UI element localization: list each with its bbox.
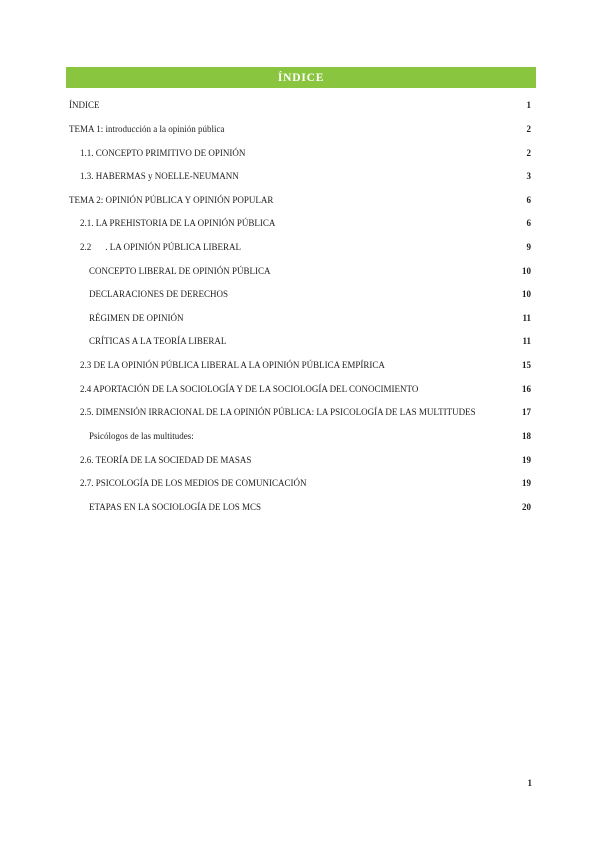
toc-entry[interactable] — [80, 405, 531, 419]
page-number: 1 — [527, 778, 532, 788]
toc-entry-title: TEMA 2: OPINIÓN PÚBLICA Y OPINIÓN POPULAR — [69, 195, 274, 205]
toc-entry-page: 3 — [526, 171, 531, 181]
index-heading: ÍNDICE — [277, 71, 325, 84]
toc-entry[interactable] — [80, 382, 531, 396]
toc-entry-title: 2.6. TEORÍA DE LA SOCIEDAD DE MASAS — [80, 455, 252, 465]
toc-entry-title: 1.3. HABERMAS y NOELLE-NEUMANN — [80, 171, 239, 181]
toc-entry[interactable] — [69, 122, 531, 136]
toc-entry-title: 2.7. PSICOLOGÍA DE LOS MEDIOS DE COMUNICACIÓN — [80, 478, 307, 488]
toc-entry-title: ÍNDICE — [69, 100, 100, 110]
toc-entry-title: DECLARACIONES DE DERECHOS — [89, 289, 229, 299]
toc-entry[interactable] — [89, 287, 531, 301]
toc-entry[interactable] — [89, 500, 531, 514]
toc-entry[interactable] — [89, 264, 531, 278]
toc-entry[interactable] — [80, 476, 531, 490]
toc-entry-page: 20 — [522, 502, 531, 512]
toc-entry[interactable] — [89, 334, 531, 348]
toc-entry-page: 6 — [526, 195, 531, 205]
toc-entry-page: 2 — [526, 124, 531, 134]
toc-entry-title: 1.1. CONCEPTO PRIMITIVO DE OPINIÓN — [80, 148, 246, 158]
toc-entry[interactable] — [89, 429, 531, 443]
toc-entry[interactable] — [69, 98, 531, 112]
toc-entry-title: 2.3 DE LA OPINIÓN PÚBLICA LIBERAL A LA OPINIÓN PÚBLICA EMPÍRICA — [80, 360, 385, 370]
toc-entry-text: . LA OPINIÓN PÚBLICA LIBERAL — [105, 242, 242, 252]
toc-entry-title: ETAPAS EN LA SOCIOLOGÍA DE LOS MCS — [89, 502, 261, 512]
toc-entry-page: 18 — [522, 431, 531, 441]
toc-entry[interactable] — [69, 193, 531, 207]
toc-entry-page: 16 — [522, 384, 531, 394]
toc-entry[interactable] — [80, 146, 531, 160]
toc-entry-page: 11 — [522, 313, 531, 323]
toc-entry-title: Psicólogos de las multitudes: — [89, 431, 194, 441]
toc-entry[interactable] — [80, 169, 531, 183]
toc-entry-page: 9 — [526, 242, 531, 252]
toc-entry-title: CRÍTICAS A LA TEORÍA LIBERAL — [89, 336, 227, 346]
toc-entry-title: 2.5. DIMENSIÓN IRRACIONAL DE LA OPINIÓN PÚBLICA: LA PSICOLOGÍA DE LAS MULTITUDES — [80, 407, 476, 417]
toc-entry-page: 19 — [522, 455, 531, 465]
toc-entry-title: 2.4 APORTACIÓN DE LA SOCIOLOGÍA Y DE LA SOCIOLOGÍA DEL CONOCIMIENTO — [80, 384, 419, 394]
toc-entry-title — [80, 240, 241, 254]
toc-entry[interactable] — [89, 311, 531, 325]
toc-entry-page: 15 — [522, 360, 531, 370]
toc-entry-title: CONCEPTO LIBERAL DE OPINIÓN PÚBLICA — [89, 266, 271, 276]
toc-entry-page: 2 — [526, 148, 531, 158]
toc-entry[interactable] — [80, 240, 531, 254]
toc-entry-page: 19 — [522, 478, 531, 488]
toc-entry-title: TEMA 1: introducción a la opinión pública — [69, 124, 225, 134]
toc-entry-number: 2.2 — [80, 242, 92, 252]
toc-entry[interactable] — [80, 358, 531, 372]
toc-entry[interactable] — [80, 453, 531, 467]
toc-entry-page: 1 — [526, 100, 531, 110]
toc-entry-page: 17 — [522, 407, 531, 417]
toc-entry-page: 10 — [522, 289, 531, 299]
toc-entry-page: 11 — [522, 336, 531, 346]
toc-entry-page: 6 — [526, 218, 531, 228]
toc-entry-page: 10 — [522, 266, 531, 276]
toc-entry-title: 2.1. LA PREHISTORIA DE LA OPINIÓN PÚBLICA — [80, 218, 276, 228]
toc-entry-title: RÉGIMEN DE OPINIÓN — [89, 313, 184, 323]
toc-entry[interactable] — [80, 216, 531, 230]
